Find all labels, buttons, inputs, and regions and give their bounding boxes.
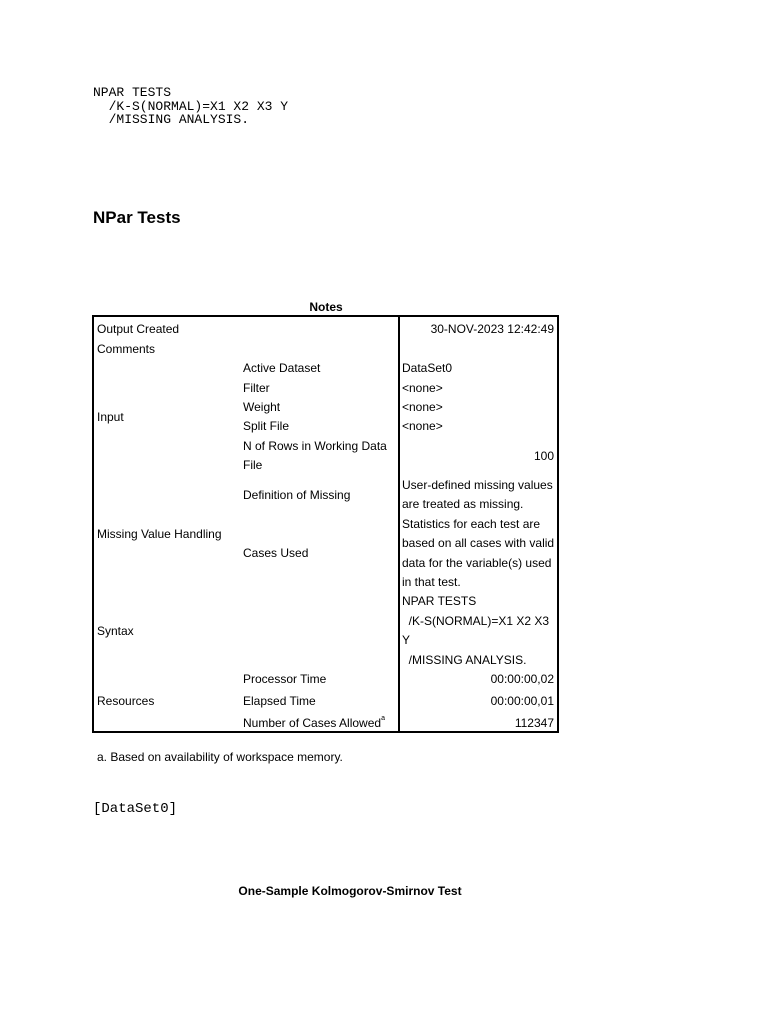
cases-allowed-label [243, 716, 385, 730]
cases-used-value-line-3: data for the variable(s) used [402, 556, 552, 570]
n-rows-label-line-2: File [243, 458, 263, 472]
syntax-label: Syntax [97, 624, 134, 638]
processor-time-value: 00:00:00,02 [490, 672, 554, 686]
n-rows-label-line-1: N of Rows in Working Data [243, 439, 387, 453]
output-created-label: Output Created [97, 322, 180, 336]
syntax-line-3: /MISSING ANALYSIS. [93, 112, 250, 127]
active-dataset-value: DataSet0 [402, 361, 453, 375]
def-missing-label: Definition of Missing [243, 488, 351, 502]
dataset-line: [DataSet0] [93, 801, 178, 817]
cases-used-value-line-2: based on all cases with valid [402, 536, 555, 550]
syntax-value-line-2: /K-S(NORMAL)=X1 X2 X3 [402, 614, 550, 628]
active-dataset-label: Active Dataset [243, 361, 321, 375]
notes-footnote: a. Based on availability of workspace memory. [97, 750, 343, 764]
ks-test-title: One-Sample Kolmogorov-Smirnov Test [238, 884, 462, 898]
section-heading: NPar Tests [93, 208, 181, 227]
syntax-value-line-4: /MISSING ANALYSIS. [402, 653, 527, 667]
input-label: Input [97, 410, 124, 424]
filter-label: Filter [243, 381, 270, 395]
cases-allowed-label-text: Number of Cases Allowed [243, 716, 382, 730]
comments-label: Comments [97, 342, 156, 356]
weight-value: <none> [402, 400, 443, 414]
processor-time-label: Processor Time [243, 672, 327, 686]
syntax-line-2: /K-S(NORMAL)=X1 X2 X3 Y [93, 98, 289, 114]
cases-used-value-line-1: Statistics for each test are [402, 517, 541, 531]
syntax-value-line-1: NPAR TESTS [402, 594, 477, 608]
def-missing-value-line-2: are treated as missing. [402, 497, 524, 511]
syntax-value-line-3: Y [402, 633, 411, 647]
column-divider [398, 317, 400, 731]
footnote-marker: a [381, 715, 385, 722]
split-file-value: <none> [402, 419, 443, 433]
syntax-line-1: NPAR TESTS [93, 85, 172, 100]
output-created-value: 30-NOV-2023 12:42:49 [430, 322, 554, 336]
notes-table-title: Notes [309, 300, 343, 314]
cases-used-label: Cases Used [243, 546, 309, 560]
n-rows-value: 100 [533, 449, 554, 463]
cases-used-value-line-4: in that test. [402, 575, 461, 589]
split-file-label: Split File [243, 419, 290, 433]
elapsed-time-label: Elapsed Time [243, 694, 316, 708]
resources-label: Resources [97, 694, 155, 708]
elapsed-time-value: 00:00:00,01 [490, 694, 554, 708]
syntax-block [93, 86, 288, 127]
def-missing-value-line-1: User-defined missing values [402, 478, 553, 492]
missing-value-handling-label: Missing Value Handling [97, 527, 222, 541]
cases-allowed-value: 112347 [514, 716, 554, 730]
filter-value: <none> [402, 381, 443, 395]
notes-table [92, 315, 559, 733]
weight-label: Weight [243, 400, 281, 414]
